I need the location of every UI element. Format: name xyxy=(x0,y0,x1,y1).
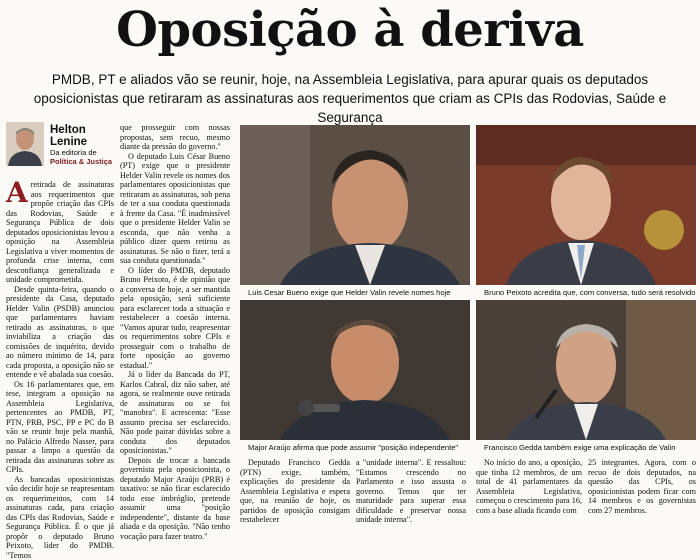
article-column-1: Aretirada de assinaturas aos requerimentos que propõe criação das CPIs das Rodovias, Saúde e Segurança Pública de dois deputados oposicionistas levou a oposição na Assembleia Legislativa a viver momentos de profunda crise interna, com desconfiança generalizada e unidade comprometida. Desde quinta-feira, quando o presidente da Casa, deputado Helder Valin (PSDB) anunciou que parlamentares haviam retirado as assinaturas, o que inviabiliza a criação das comissões de inquérito, devido ao número mínimo de 14, para cada proposta, a oposição não se entende e vê abalada sua coesão. Os 16 parlamentares que, em tese, integram a oposição na Assembleia Legislativa, pertencentes ao PMDB, PT, PTN, PRB, PSC, PP e PC do B vão se reunir hoje pela manhã, no Palácio Alfredo Nasser, para passar a limpo a questão da retirada das assinaturas sobre as CPIs. As bancadas oposicionistas vão decidir hoje se reapresentam os requerimentos, com 14 assinaturas cada, para criação das CPIs das Rodovias, Saúde e Segurança Pública. É o que já propôr o deputado Bruno Peixoto, líder do PMDB. "Temos xyxy=(6,176,114,560)
caption-bueno: Luis Cesar Bueno exige que Helder Valin revele nomes hoje xyxy=(248,288,451,297)
author-byline xyxy=(6,122,116,168)
caption-gedda: Francisco Gedda também exige uma explicação de Valin xyxy=(484,443,676,452)
photo-francisco-gedda xyxy=(476,300,696,440)
deck-subtitle: PMDB, PT e aliados vão se reunir, hoje, na Assembleia Legislativa, para apurar quais os deputados oposicionistas que retiraram as assinaturas aos requerimentos que criam as CPIs das Rodovias, Saúde e Segurança xyxy=(33,72,667,125)
caption-araujo: Major Araújo afirma que pode assumir "posição independente" xyxy=(248,443,459,452)
dropcap: A xyxy=(6,176,28,209)
photo-bruno-peixoto xyxy=(476,125,696,285)
article-column-4: a "unidade interna". E ressaltou: "Estamos crescendo no Parlamento e isso assusta o governo. Temos que ter maturidade para superar essa dificuldade e preservar nossa unidade interna". xyxy=(356,458,466,524)
article-column-5: No início do ano, a oposição, que tinha 12 membros, de um total de 41 parlamentares da Assembleia Legislativa, começou o crescimento para 16, com a base aliada ficando com xyxy=(476,458,582,515)
photo-major-araujo xyxy=(240,300,470,440)
article-column-2: que prosseguir com nossas propostas, sem recuo, mesmo diante da pressão do governo." O deputado Luis César Bueno (PT) exige que o presidente Helder Valin revele os nomes dos parlamentares oposicionistas que retiraram as assinaturas, sob pena de ter a sua conduta questionada à frente da Casa. "É inadmissível que o presidente Helder Valin se esconda, que não venha a público dizer quem retirou as assinaturas. Se não o fizer, terá a sua conduta questionada." O líder do PMDB, deputado Bruno Peixoto, é de opinião que a conversa de hoje, a ser mantida pela oposição, será suficiente para esclarecer toda a situação e restabelecer a coesão interna. "Vamos apurar tudo, reapresentar os requerimentos sobre CPIs e prosseguir com o trabalho de forte oposição ao governo estadual." Já o líder da Bancada do PT, Karlos Cabral, diz não saber, até agora, se realmente ouve retirada de assinaturas ou se foi "manobra". E acrescenta: "Esse assunto precisa ser esclarecido. Não pode pairar dúvidas sobre a conduta dos deputados oposicionistas." Depois de trocar a bancada governista pela oposicionista, o deputado Major Araújo (PRB) é taxativo: se não ficar esclarecido todo esse imbróglio, pretende assumir uma "posição independente", distante da base aliada e da oposição. "Não tenho vocação para fazer teatro." xyxy=(120,123,230,541)
author-photo xyxy=(6,122,44,166)
headline: Oposição à deriva xyxy=(116,2,584,58)
author-name: Helton Lenine xyxy=(50,124,88,148)
photo-luis-cesar-bueno xyxy=(240,125,470,285)
author-role: Da editoria de Política & Justiça xyxy=(50,148,113,166)
caption-peixoto: Bruno Peixoto acredita que, com conversa, tudo será resolvido xyxy=(484,288,696,297)
article-column-6: 25 integrantes. Agora, com o recuo de dois deputados, na questão das CPIs, os oposicionistas podem ficar com 14 membros e os governistas com 27 membros. xyxy=(588,458,696,515)
article-column-3: Deputado Francisco Gedda (PTN) exige, também, explicações do presidente da Assembleia Legislativa e espera que, na reunião de hoje, os partidos de oposição consigam restabelecer xyxy=(240,458,350,524)
author-section: Política & Justiça xyxy=(50,157,113,166)
